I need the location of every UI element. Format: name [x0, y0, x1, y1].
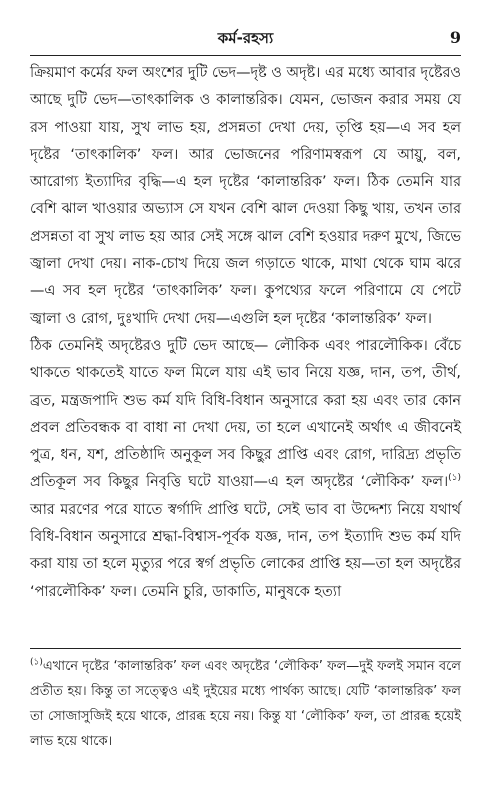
footnote-text: এখানে দৃষ্টের ‘কালান্তরিক’ ফল এবং অদৃষ্টের ‘লৌকিক’ ফল—দুই ফলই সমান বলে প্রতীত হয়। কিন্তু তা সত্ত্বেও এই দুইয়ের মধ্যে পার্থক্য আছে। যেটি ‘কালান্তরিক’ ফল তা সোজাসুজিই হয়ে থাকে, প্রারব্ধ হয়ে নয়। কিন্তু যা ‘লৌকিক’ ফল, তা প্রারব্ধ হয়েই লাভ হয়ে থাকে।	[30, 659, 461, 749]
page-number: 9	[449, 28, 461, 47]
header-divider	[30, 55, 461, 56]
paragraph-1: ক্রিয়মাণ কর্মের ফল অংশের দুটি ভেদ—দৃষ্ট ও অদৃষ্ট। এর মধ্যে আবার দৃষ্টেরও আছে দুটি ভেদ—তাৎকালিক ও কালান্তরিক। যেমন, ভোজন করার সময় যে রস পাওয়া যায়, সুখ লাভ হয়, প্রসন্নতা দেখা দেয়, তৃপ্তি হয়—এ সব হল দৃষ্টের ‘তাৎকালিক’ ফল। আর ভোজনের পরিণামস্বরূপ যে আয়ু, বল, আরোগ্য ইত্যাদির বৃদ্ধি—এ হল দৃষ্টের ‘কালান্তরিক’ ফল। ঠিক তেমনি যার বেশি ঝাল খাওয়ার অভ্যাস সে যখন বেশি ঝাল দেওয়া কিছু খায়, তখন তার প্রসন্নতা বা সুখ লাভ হয় আর সেই সঙ্গে ঝাল বেশি হওয়ার দরুণ মুখে, জিভে জ্বালা দেখা দেয়। নাক-চোখ দিয়ে জল গড়াতে থাকে, মাথা থেকে ঘাম ঝরে—এ সব হল দৃষ্টের ‘তাৎকালিক’ ফল। কুপথ্যের ফলে পরিণামে যে পেটে জ্বালা ও রোগ, দুঃখাদি দেখা দেয়—এগুলি হল দৃষ্টের ‘কালান্তরিক’ ফল।	[30, 65, 461, 327]
main-text	[30, 60, 461, 606]
paragraph-2-part-1: ঠিক তেমনিই অদৃষ্টেরও দুটি ভেদ আছে— লৌকিক এবং পারলৌকিক। বেঁচে থাকতে থাকতেই যাতে ফল মিলে যায় এই ভাব নিয়ে যজ্ঞ, দান, তপ, তীর্থ, ব্রত, মন্ত্রজপাদি শুভ কর্ম যদি বিধি-বিধান অনুসারে করা হয় এবং তার কোন প্রবল প্রতিবন্ধক বা বাধা না দেখা দেয়, তা হলে এখানেই অর্থাৎ এ জীবনেই পুত্র, ধন, যশ, প্রতিষ্ঠাদি অনুকূল সব কিছুর প্রাপ্তি এবং রোগ, দারিদ্র্য প্রভৃতি প্রতিকূল সব কিছুর নিবৃত্তি ঘটে যাওয়া—এ হল অদৃষ্টের ‘লৌকিক’ ফল।	[30, 337, 461, 491]
footnote-mark: (১)	[30, 657, 43, 668]
footnote-divider	[30, 648, 461, 649]
page-header	[30, 28, 461, 52]
footnote	[30, 654, 461, 754]
paragraph-2	[30, 333, 461, 606]
footnote-reference[interactable]: (১)	[448, 473, 461, 484]
paragraph-2-part-2: আর মরণের পরে যাতে স্বর্গাদি প্রাপ্তি ঘটে, সেই ভাব বা উদ্দেশ্য নিয়ে যথার্থ বিধি-বিধান অনুসারে শ্রদ্ধা-বিশ্বাস-পূর্বক যজ্ঞ, দান, তপ ইত্যাদি শুভ কর্ম যদি করা যায় তা হলে মৃত্যুর পরে স্বর্গ প্রভৃতি লোকের প্রাপ্তি হয়—তা হল অদৃষ্টের ‘পারলৌকিক’ ফল। তেমনি চুরি, ডাকাতি, মানুষকে হত্যা	[30, 501, 462, 600]
running-title: কর্ম-রহস্য	[217, 29, 274, 47]
